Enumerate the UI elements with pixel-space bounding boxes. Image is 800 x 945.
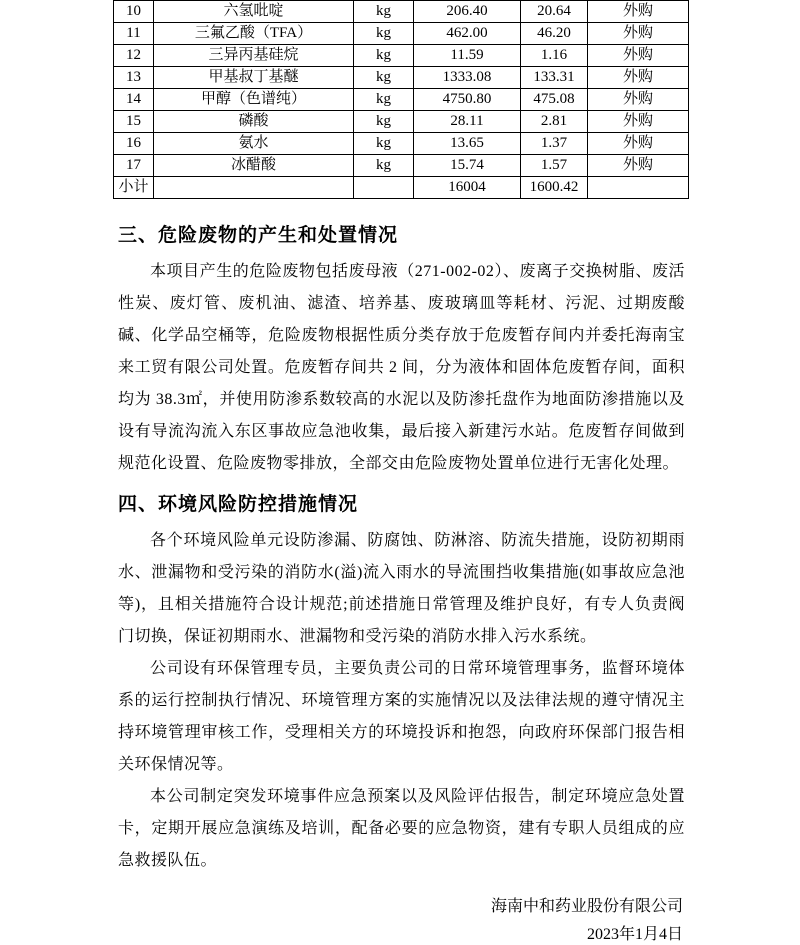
cell-index: 14 [114,89,154,111]
table-row [114,111,689,133]
cell-material-name: 甲基叔丁基醚 [154,67,354,89]
cell-material-name: 三异丙基硅烷 [154,45,354,67]
section-risk-control [118,492,685,877]
cell-index: 13 [114,67,154,89]
cell-index: 15 [114,111,154,133]
cell-unit: kg [354,67,414,89]
cell-source: 外购 [588,111,689,133]
table-row-subtotal [114,177,689,199]
table-row [114,1,689,23]
cell-index: 小计 [114,177,154,199]
cell-unit: kg [354,111,414,133]
table-row [114,133,689,155]
section-hazardous-waste [118,223,685,480]
document-body [118,223,685,945]
cell-annual-usage: 206.40 [414,1,521,23]
signature-company: 海南中和药业股份有限公司 [490,898,683,915]
cell-annual-usage: 4750.80 [414,89,521,111]
cell-source: 外购 [588,1,689,23]
cell-max-storage: 20.64 [521,1,588,23]
paragraph: 本项目产生的危险废物包括废母液（271-002-02）、废离子交换树脂、废活性炭、废灯管、废机油、滤渣、培养基、废玻璃皿等耗材、污泥、过期废酸碱、化学品空桶等，危险废物根据性质分类存放于危废暂存间内并委托海南宝来工贸有限公司处置。危废暂存间共 2 间，分为液体和固体危废暂存间，面积均为 38.3㎡，并使用防渗系数较高的水泥以及防渗托盘作为地面防渗措施以及设有导流沟流入东区事故应急池收集，最后接入新建污水站。危废暂存间做到规范化设置、危险废物零排放，全部交由危险废物处置单位进行无害化处理。 [118,263,685,472]
cell-material-name: 磷酸 [154,111,354,133]
materials-table-body [114,1,689,199]
cell-max-storage: 475.08 [521,89,588,111]
cell-unit: kg [354,155,414,177]
paragraph: 公司设有环保管理专员，主要负责公司的日常环境管理事务，监督环境体系的运行控制执行情况、环境管理方案的实施情况以及法律法规的遵守情况主持环境管理审核工作，受理相关方的环境投诉和抱怨，向政府环保部门报告相关环保情况等。 [118,660,685,773]
cell-max-storage: 2.81 [521,111,588,133]
cell-index: 17 [114,155,154,177]
cell-annual-usage: 13.65 [414,133,521,155]
cell-unit: kg [354,133,414,155]
raw-materials-table [113,0,689,199]
table-row [114,45,689,67]
cell-max-storage: 1.16 [521,45,588,67]
cell-material-name: 六氢吡啶 [154,1,354,23]
cell-material-name: 冰醋酸 [154,155,354,177]
cell-source: 外购 [588,23,689,45]
cell-unit: kg [354,1,414,23]
cell-max-storage: 1600.42 [521,177,588,199]
section-heading-3: 三、危险废物的产生和处置情况 [118,225,399,246]
cell-max-storage: 1.37 [521,133,588,155]
cell-annual-usage: 462.00 [414,23,521,45]
table-row [114,155,689,177]
cell-annual-usage: 11.59 [414,45,521,67]
cell-annual-usage: 28.11 [414,111,521,133]
cell-unit: kg [354,89,414,111]
cell-annual-usage: 15.74 [414,155,521,177]
paragraph: 本公司制定突发环境事件应急预案以及风险评估报告，制定环境应急处置卡，定期开展应急演练及培训，配备必要的应急物资，建有专职人员组成的应急救援队伍。 [118,788,685,869]
cell-source: 外购 [588,89,689,111]
cell-unit: kg [354,23,414,45]
cell-index: 10 [114,1,154,23]
cell-annual-usage: 1333.08 [414,67,521,89]
section-heading-4: 四、环境风险防控措施情况 [118,494,359,515]
cell-max-storage: 46.20 [521,23,588,45]
signature-date: 2023年1月4日 [586,926,683,943]
cell-source: 外购 [588,133,689,155]
cell-material-name: 氨水 [154,133,354,155]
cell-material-name: 甲醇（色谱纯） [154,89,354,111]
table-row [114,23,689,45]
cell-max-storage: 133.31 [521,67,588,89]
cell-index: 16 [114,133,154,155]
cell-source [588,177,689,199]
cell-material-name: 三氟乙酸（TFA） [154,23,354,45]
cell-unit [354,177,414,199]
cell-annual-usage: 16004 [414,177,521,199]
paragraph: 各个环境风险单元设防渗漏、防腐蚀、防淋溶、防流失措施，设防初期雨水、泄漏物和受污染的消防水(溢)流入雨水的导流围挡收集措施(如事故应急池等)，且相关措施符合设计规范;前述措施日常管理及维护良好，有专人负责阀门切换，保证初期雨水、泄漏物和受污染的消防水排入污水系统。 [118,532,685,645]
signature-block [118,893,685,945]
cell-source: 外购 [588,67,689,89]
cell-index: 12 [114,45,154,67]
cell-max-storage: 1.57 [521,155,588,177]
cell-index: 11 [114,23,154,45]
cell-source: 外购 [588,45,689,67]
cell-source: 外购 [588,155,689,177]
cell-material-name [154,177,354,199]
cell-unit: kg [354,45,414,67]
table-row [114,67,689,89]
table-row [114,89,689,111]
